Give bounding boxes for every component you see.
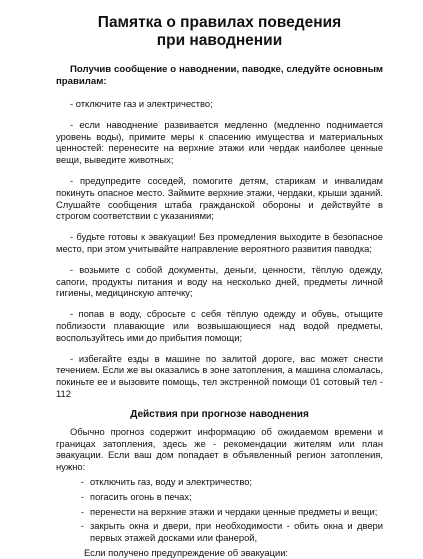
rule-paragraph: - если наводнение развивается медленно (медленно поднимается уровень воды), примите меры к спасению имущества и материальных ценностей: перенесите на верхние этажи или чердак наиболее ценные вещи, выведите животных;: [56, 118, 383, 166]
list-dash: -: [80, 490, 84, 502]
forecast-heading: Действия при прогнозе наводнения: [130, 408, 309, 420]
list-dash: -: [80, 505, 84, 517]
list-item-text: погасить огонь в печах;: [90, 490, 192, 502]
list-item-text: закрыть окна и двери, при необходимости - обить окна и двери первых этажей досками или фанерой,: [90, 520, 383, 544]
forecast-list: [56, 476, 383, 544]
list-item: [56, 506, 383, 518]
rule-paragraph: - предупредите соседей, помогите детям, старикам и инвалидам покинуть опасное место. Займите верхние этажи, чердаки, крыши зданий. Слушайте сообщения штаба гражданской обороны и действуйте в строгом соответствии с указаниями;: [56, 174, 383, 222]
list-item-text: перенести на верхние этажи и чердаки ценные предметы и вещи;: [90, 505, 378, 517]
list-item: [56, 491, 383, 503]
rule-paragraph: - попав в воду, сбросьте с себя тёплую одежду и обувь, отыщите поблизости плавающие или возвышающиеся над водой предметы, воспользуйтесь ими до прибытия помощи;: [56, 308, 383, 343]
evacuation-line: Если получено предупреждение об эвакуации:: [84, 546, 289, 558]
rules-list: [56, 98, 383, 400]
list-item-text: отключить газ, воду и электричество;: [90, 475, 253, 487]
rule-paragraph: - будьте готовы к эвакуации! Без промедления выходите в безопасное место, при этом учитывайте направление вероятного развития паводка;: [56, 231, 383, 254]
title-line-2: при наводнении: [156, 32, 283, 49]
list-dash: -: [80, 520, 84, 532]
title-line-1: Памятка о правилах поведения: [97, 14, 342, 31]
list-item: [56, 476, 383, 488]
rule-paragraph: - возьмите с собой документы, деньги, ценности, тёплую одежду, сапоги, продукты питания и воду на несколько дней, предметы личной гигиены, медицинскую аптечку;: [56, 263, 383, 299]
intro-paragraph: Получив сообщение о наводнении, паводке, следуйте основным правилам:: [56, 64, 383, 87]
rule-paragraph: - отключите газ и электричество;: [70, 98, 213, 109]
list-dash: -: [80, 475, 84, 487]
document-title: [56, 14, 383, 50]
forecast-intro: Обычно прогноз содержит информацию об ожидаемом времени и границах затопления, здесь же - рекомендации жителям или план эвакуации. Если ваш дом попадает в объявленный регион затопления, нужно:: [56, 425, 383, 473]
rule-paragraph: - избегайте езды в машине по залитой дороге, вас может снести течением. Если же вы оказались в зоне затопления, а машина сломалась, покиньте ее и вызовите помощь, тел экстренной помощи 01 сотовый тел - 112: [56, 352, 383, 399]
list-item: [56, 520, 383, 544]
